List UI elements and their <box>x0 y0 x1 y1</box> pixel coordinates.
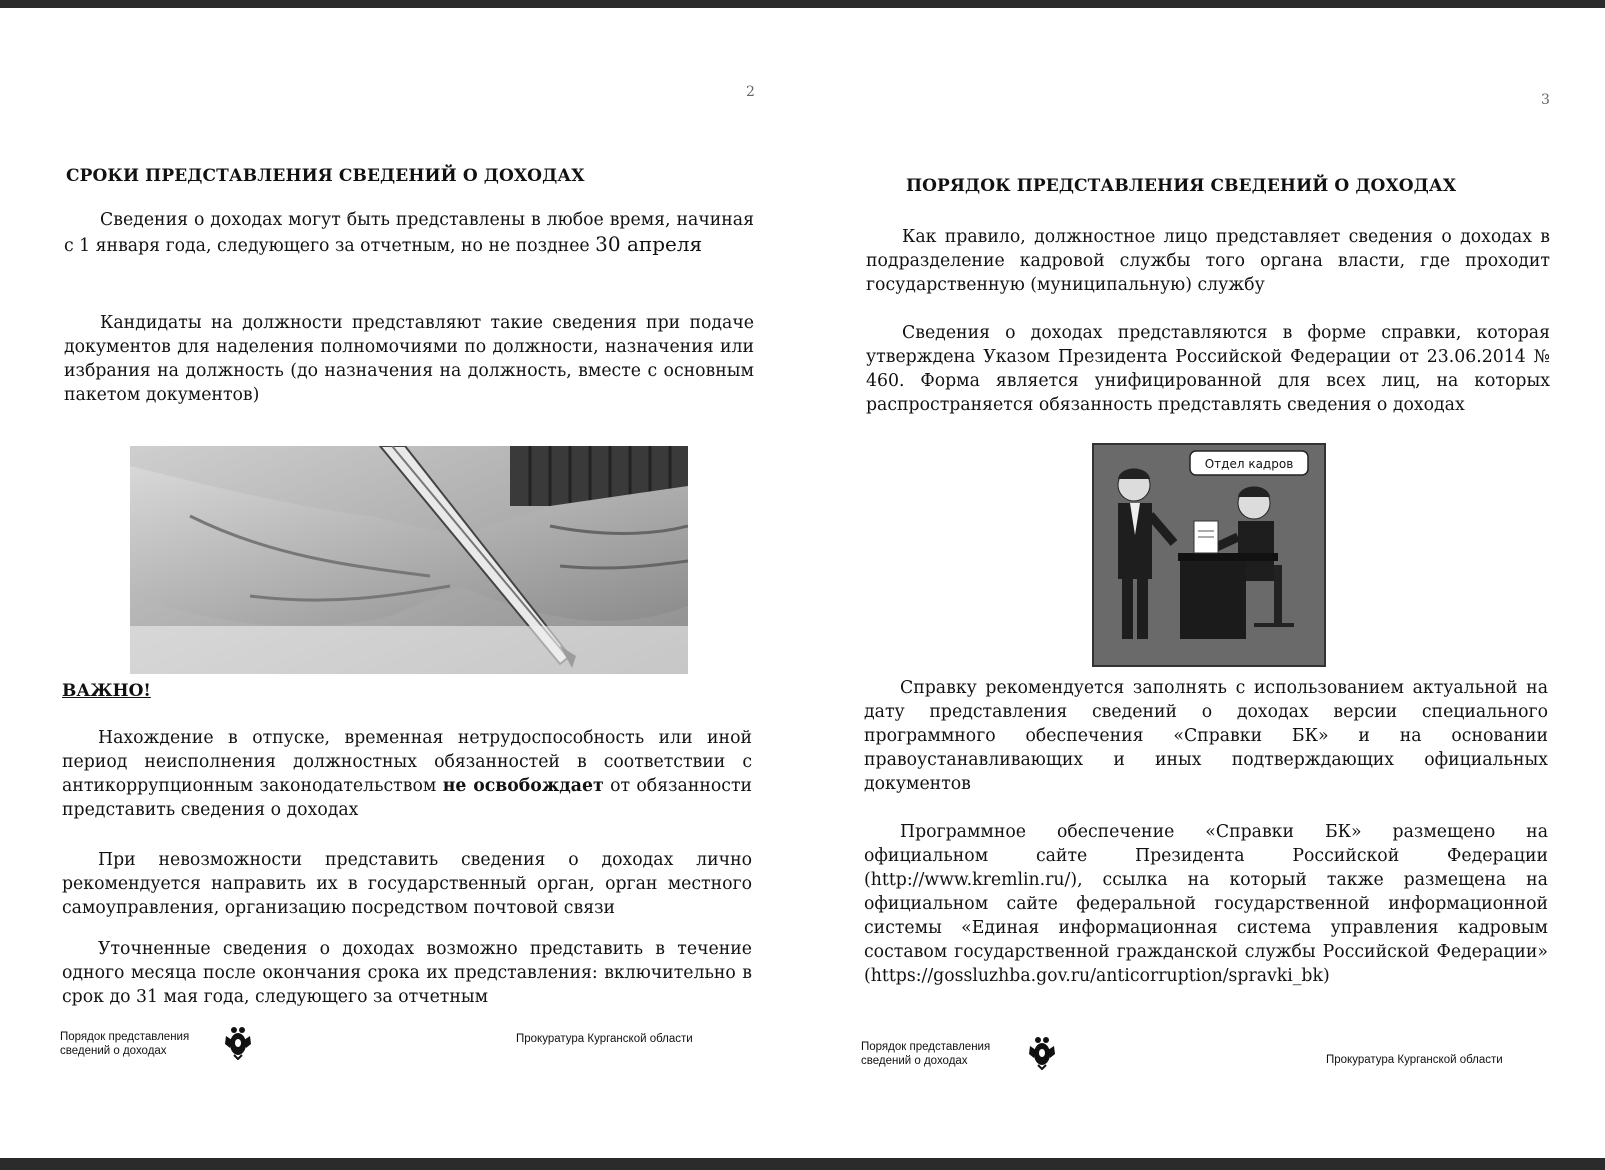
eagle-emblem-icon <box>224 1026 252 1064</box>
site-text: Программное обеспечение «Справки БК» размещено на официальном сайте Президента Российской Федерации (http://www.kremlin.ru/), ссылка на который также размещена на официальном сайте федеральной государственной информационной системы «Единая информационная система управления кадровым составом государственной гражданской службы Российской Федерации» (https://gossluzhba.gov.ru/anticorruption/spravki_bk) <box>864 822 1548 986</box>
candidates-text: Кандидаты на должности представляют такие сведения при подаче документов для наделения полномочиями по должности, назначения или избрания на должность (до назначения на должность, вместе с основным пакетом документов) <box>64 313 754 405</box>
hr-sign-text: Отдел кадров <box>1204 457 1294 471</box>
right-heading: ПОРЯДОК ПРЕДСТАВЛЕНИЯ СВЕДЕНИЙ О ДОХОДАХ <box>906 176 1457 196</box>
left-para-vacation <box>62 726 752 822</box>
right-para-form <box>866 321 1550 417</box>
right-footer-title <box>861 1040 990 1068</box>
page-number-right: 3 <box>1541 92 1550 108</box>
left-heading: СРОКИ ПРЕДСТАВЛЕНИЯ СВЕДЕНИЙ О ДОХОДАХ <box>66 166 585 186</box>
left-footer-title <box>60 1030 189 1058</box>
vacation-text-bold: не освобождает <box>442 776 604 796</box>
software-text: Справку рекомендуется заполнять с использованием актуальной на дату представления сведений о доходах версии специального программного обеспечения «Справки БК» и на основании правоустанавливающих и иных подтверждающих официальных документов <box>864 678 1548 794</box>
right-para-hr <box>866 225 1550 297</box>
left-footer-org: Прокуратура Курганской области <box>516 1033 693 1045</box>
left-para-candidates <box>64 311 754 407</box>
left-para-corrected <box>62 937 752 1009</box>
top-border <box>0 0 1605 8</box>
vacation-text-start: Нахождение в отпуске, временная нетрудоспособность или иной период неисполнения должностных обязанностей в соответствии с антикоррупционным законодательством <box>62 728 752 796</box>
page-number-left: 2 <box>746 84 755 100</box>
left-footer-title-line1: Порядок представления <box>60 1031 190 1043</box>
left-footer-title-line2: сведений о доходах <box>60 1045 167 1057</box>
left-para-mail <box>62 848 752 920</box>
right-para-software <box>864 676 1548 796</box>
vacation-text-end: от обязанности представить сведения о доходах <box>62 776 753 820</box>
corrected-text: Уточненные сведения о доходах возможно представить в течение одного месяца после окончания срока их представления: включительно в срок до 31 мая года, следующего за отчетным <box>62 939 752 1007</box>
bottom-border <box>0 1158 1605 1170</box>
left-para-deadline <box>64 208 754 258</box>
important-label: ВАЖНО! <box>62 681 151 701</box>
mail-text: При невозможности представить сведения о доходах лично рекомендуется направить их в государственный орган, орган местного самоуправления, организацию посредством почтовой связи <box>62 850 752 918</box>
form-text: Сведения о доходах представляются в форме справки, которая утверждена Указом Президента Российской Федерации от 23.06.2014 № 460. Форма является унифицированной для всех лиц, на которых распространяется обязанность представлять сведения о доходах <box>866 323 1550 415</box>
hand-writing-photo <box>130 446 688 674</box>
eagle-emblem-icon-right <box>1028 1036 1056 1074</box>
right-footer-org: Прокуратура Курганской области <box>1326 1054 1503 1066</box>
right-para-site <box>864 820 1548 988</box>
deadline-date: 30 апреля <box>595 232 703 256</box>
hand-pen-illustration <box>130 446 688 674</box>
hr-department-illustration <box>1092 443 1326 667</box>
right-footer-title-line2: сведений о доходах <box>861 1055 968 1067</box>
hr-text: Как правило, должностное лицо представляет сведения о доходах в подразделение кадровой службы того органа власти, где проходит государственную (муниципальную) службу <box>866 227 1550 295</box>
deadline-text: Сведения о доходах могут быть представлены в любое время, начиная с 1 января года, следующего за отчетным, но не позднее <box>64 210 754 256</box>
right-footer-title-line1: Порядок представления <box>861 1041 991 1053</box>
